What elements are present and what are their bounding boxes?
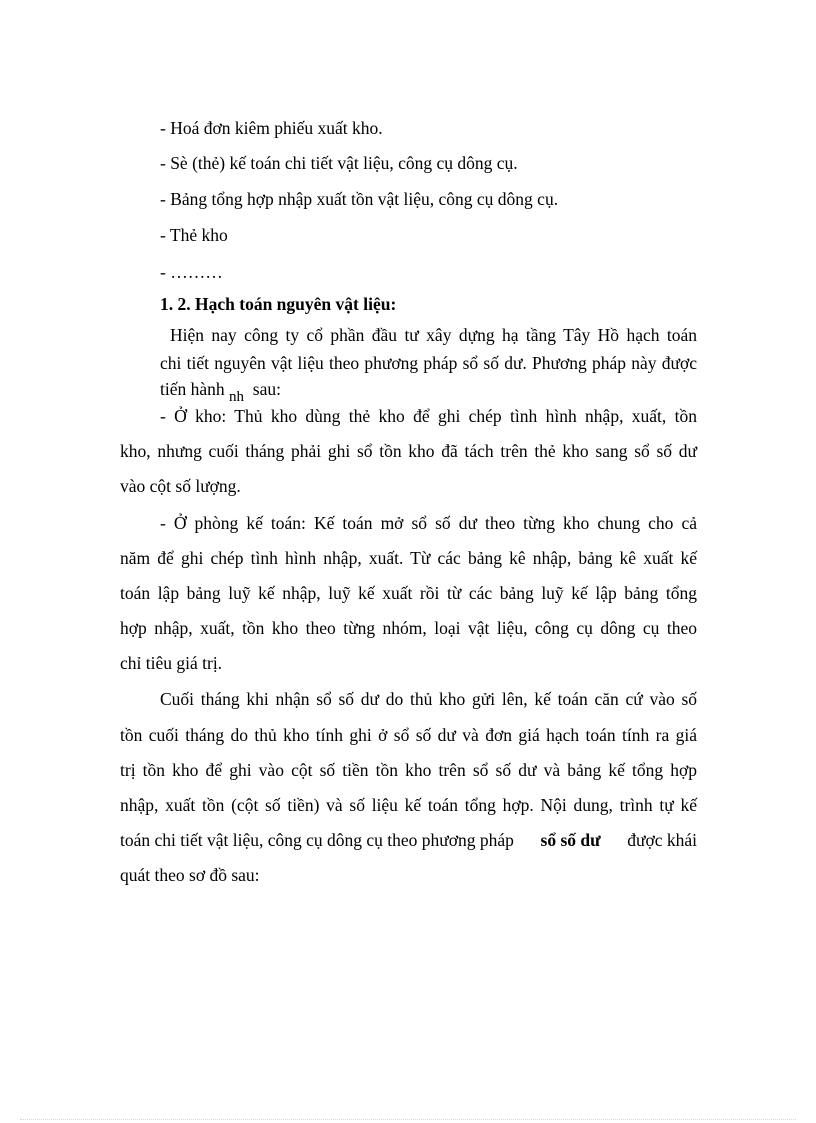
- para4-line5-bold-term: sổ số dư: [540, 830, 601, 850]
- para1-line1: Hiện nay công ty cổ phần đầu tư xây dựng hạ tầng Tây Hồ hạch toán: [170, 325, 697, 345]
- para3-line3: toán lập bảng luỹ kế nhập, luỹ kế xuất rồi từ các bảng luỹ kế lập bảng tổng: [120, 583, 697, 603]
- para4-line5-end: được khái: [627, 830, 697, 850]
- list-item-stock-card: - Thẻ kho: [160, 225, 228, 245]
- para1-line3-subscript: nh: [229, 389, 245, 405]
- para4-line6: quát theo sơ đồ sau:: [120, 865, 260, 885]
- section-heading: 1. 2. Hạch toán nguyên vật liệu:: [160, 294, 397, 314]
- para2-line3: vào cột số lượng.: [120, 476, 241, 496]
- para4-line1: Cuối tháng khi nhận sổ số dư do thủ kho gửi lên, kế toán căn cứ vào số: [160, 689, 697, 709]
- list-item-invoice: - Hoá đơn kiêm phiếu xuất kho.: [160, 118, 383, 138]
- para3-line5: chỉ tiêu giá trị.: [120, 653, 223, 673]
- para1-line3-start: tiến hành: [160, 379, 225, 399]
- list-item-detail-ledger: - Sè (thẻ) kế toán chi tiết vật liệu, công cụ dông cụ.: [160, 153, 518, 173]
- list-item-ellipsis: - ………: [160, 262, 223, 282]
- para4-line5: [120, 829, 697, 851]
- para2-line1: - Ở kho: Thủ kho dùng thẻ kho để ghi chép tình hình nhập, xuất, tồn: [160, 406, 697, 426]
- para3-line4: hợp nhập, xuất, tồn kho theo từng nhóm, loại vật liệu, công cụ dông cụ theo: [120, 618, 697, 638]
- page-bottom-rule: [20, 1119, 796, 1120]
- para2-line2: kho, nhưng cuối tháng phải ghi sổ tồn kho đã tách trên thẻ kho sang sổ số dư: [120, 441, 697, 461]
- para4-line2: tồn cuối tháng do thủ kho tính ghi ở sổ số dư và đơn giá hạch toán tính ra giá: [120, 725, 697, 745]
- para1-line3: [160, 378, 281, 405]
- para1-line2: chi tiết nguyên vật liệu theo phương pháp sổ số dư. Phương pháp này được: [160, 353, 697, 373]
- para3-line2: năm để ghi chép tình hình nhập, xuất. Từ các bảng kê nhập, bảng kê xuất kế: [120, 548, 697, 568]
- para4-line3: trị tồn kho để ghi vào cột số tiền tồn kho trên sổ số dư và bảng kế tổng hợp: [120, 760, 697, 780]
- para3-line1: - Ở phòng kế toán: Kế toán mở sổ số dư theo từng kho chung cho cả: [160, 513, 697, 533]
- para4-line4: nhập, xuất tồn (cột số tiền) và số liệu kế toán tổng hợp. Nội dung, trình tự kế: [120, 795, 697, 815]
- para1-line3-end: sau:: [252, 379, 281, 399]
- list-item-summary-table: - Bảng tổng hợp nhập xuất tồn vật liệu, công cụ dông cụ.: [160, 189, 559, 209]
- para4-line5-start: toán chi tiết vật liệu, công cụ dông cụ theo phương pháp: [120, 830, 514, 850]
